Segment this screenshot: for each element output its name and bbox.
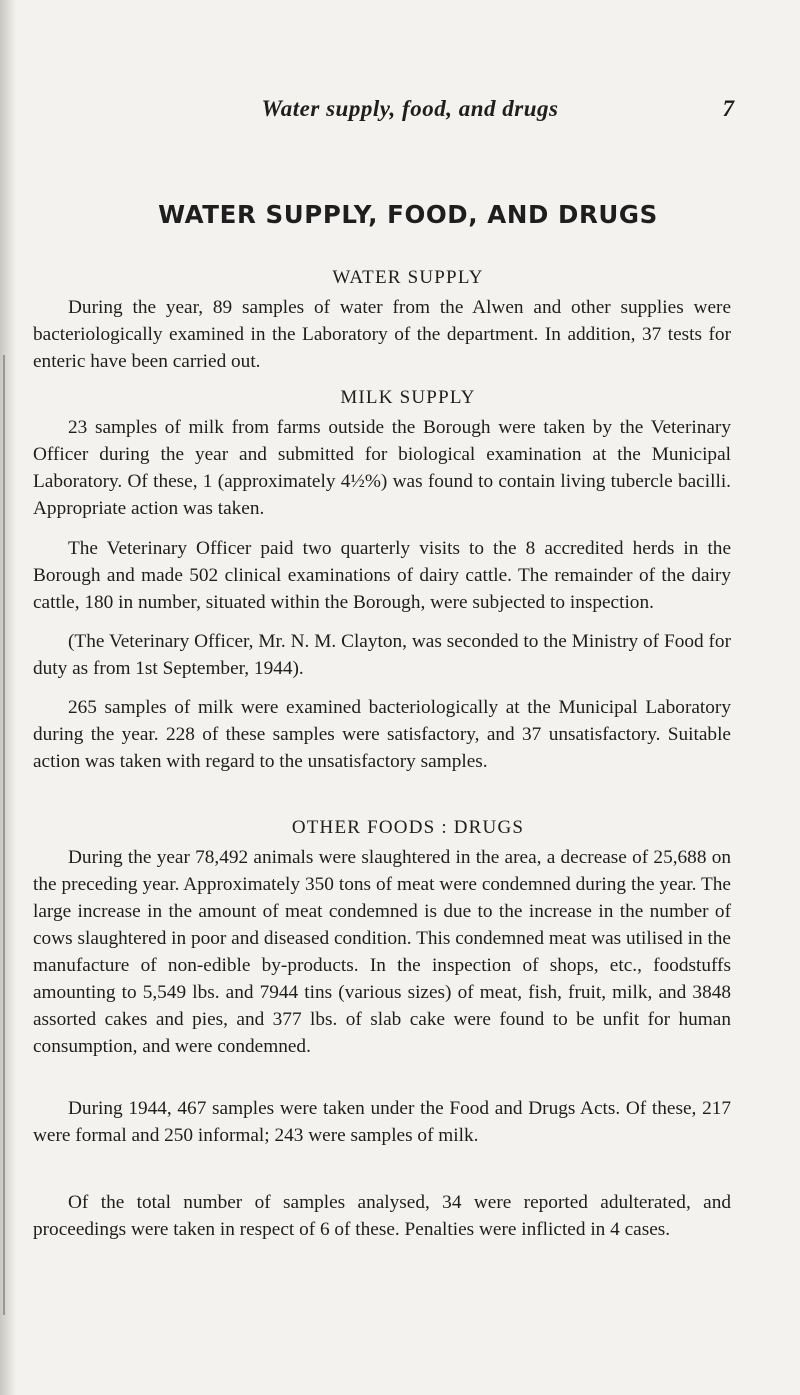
- paragraph-milk-samples: 23 samples of milk from farms outside the Borough were taken by the Veterinary Officer during the year and submitted for biological examination at the Municipal Laboratory. Of these, 1 (approximately 4½%) was found to contain living tubercle bacilli. Appropriate action was taken.: [33, 417, 731, 519]
- margin-mark: [3, 355, 5, 1315]
- paragraph-food-drugs-samples: During 1944, 467 samples were taken under the Food and Drugs Acts. Of these, 217 were formal and 250 informal; 243 were samples of milk.: [33, 1098, 731, 1146]
- paragraph-veterinary-officer-note: (The Veterinary Officer, Mr. N. M. Clayton, was seconded to the Ministry of Food for duty as from 1st September, 1944).: [33, 631, 731, 679]
- page-number: 7: [722, 96, 734, 121]
- section-heading-other-foods-drugs: OTHER FOODS : DRUGS: [291, 817, 525, 838]
- paragraph-veterinary-visits: The Veterinary Officer paid two quarterly visits to the 8 accredited herds in the Borough and made 502 clinical examinations of dairy cattle. The remainder of the dairy cattle, 180 in number, situated within the Borough, were subjected to inspection.: [33, 538, 731, 613]
- section-heading-milk-supply: MILK SUPPLY: [340, 387, 476, 408]
- paragraph-milk-bacteriology: 265 samples of milk were examined bacteriologically at the Municipal Laboratory during the year. 228 of these samples were satisfactory, and 37 unsatisfactory. Suitable action was taken with regard to the unsatisfactory samples.: [33, 697, 731, 772]
- paragraph-meat-inspection: During the year 78,492 animals were slaughtered in the area, a decrease of 25,688 on the preceding year. Approximately 350 tons of meat were condemned during the year. The large increase in the amount of meat condemned is due to the increase in the number of cows slaughtered in poor and diseased condition. This condemned meat was utilised in the manufacture of non-edible by-products. In the inspection of shops, etc., foodstuffs amounting to 5,549 lbs. and 7944 tins (various sizes) of meat, fish, fruit, milk, and 3848 assorted cakes and pies, and 377 lbs. of slab cake were found to be unfit for human consumption, and were condemned.: [33, 847, 731, 1057]
- running-header-title: Water supply, food, and drugs: [261, 96, 559, 121]
- section-heading-water-supply: WATER SUPPLY: [332, 267, 484, 288]
- paragraph-adulteration-results: Of the total number of samples analysed, 34 were reported adulterated, and proceedings were taken in respect of 6 of these. Penalties were inflicted in 4 cases.: [33, 1192, 731, 1240]
- paragraph-water-supply: During the year, 89 samples of water from the Alwen and other supplies were bacteriologically examined in the Laboratory of the department. In addition, 37 tests for enteric have been carried out.: [33, 297, 731, 372]
- page-title: WATER SUPPLY, FOOD, AND DRUGS: [158, 200, 658, 229]
